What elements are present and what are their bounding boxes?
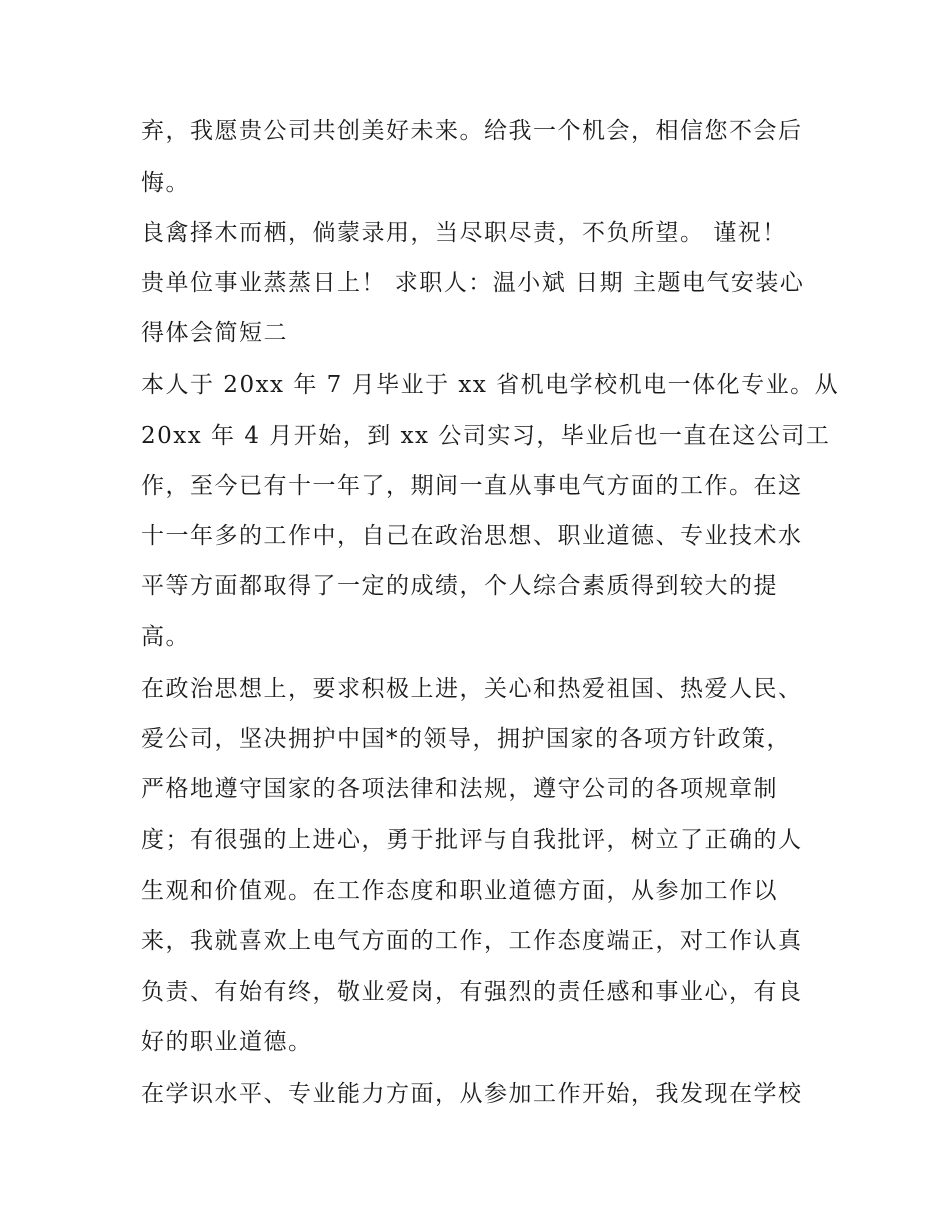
text-line: 爱公司，坚决拥护中国*的领导，拥护国家的各项方针政策， — [141, 726, 791, 752]
text-line: 平等方面都取得了一定的成绩，个人综合素质得到较大的提 — [141, 573, 778, 599]
text-line: 贵单位事业蒸蒸日上！ 求职人：温小斌 日期 主题电气安装心 — [141, 270, 805, 296]
text-line: 度；有很强的上进心，勇于批评与自我批评，树立了正确的人 — [141, 827, 803, 853]
text-line: 得体会简短二 — [141, 320, 288, 346]
text-line: 在政治思想上，要求积极上进，关心和热爱祖国、热爱人民、 — [141, 676, 803, 702]
text-line: 高。 — [141, 624, 190, 650]
text-line: 负责、有始有终，敬业爱岗，有强烈的责任感和事业心，有良 — [141, 979, 803, 1005]
text-line: 弃，我愿贵公司共创美好未来。给我一个机会，相信您不会后 — [141, 118, 803, 144]
text-line: 来，我就喜欢上电气方面的工作，工作态度端正，对工作认真 — [141, 928, 803, 954]
text-line: 作，至今已有十一年了，期间一直从事电气方面的工作。在这 — [141, 473, 803, 499]
text-line: 本人于 20xx 年 7 月毕业于 xx 省机电学校机电一体化专业。从 — [141, 372, 840, 398]
text-line: 十一年多的工作中，自己在政治思想、职业道德、专业技术水 — [141, 523, 803, 549]
text-line: 良禽择木而栖，倘蒙录用，当尽职尽责，不负所望。 谨祝！ — [141, 220, 787, 246]
text-line: 在学识水平、专业能力方面，从参加工作开始，我发现在学校 — [141, 1081, 803, 1107]
text-line: 严格地遵守国家的各项法律和法规，遵守公司的各项规章制 — [141, 776, 778, 802]
text-line: 20xx 年 4 月开始，到 xx 公司实习，毕业后也一直在这公司工 — [141, 423, 831, 449]
text-line: 生观和价值观。在工作态度和职业道德方面，从参加工作以 — [141, 878, 778, 904]
text-line: 悔。 — [141, 170, 190, 196]
text-line: 好的职业道德。 — [141, 1029, 313, 1055]
